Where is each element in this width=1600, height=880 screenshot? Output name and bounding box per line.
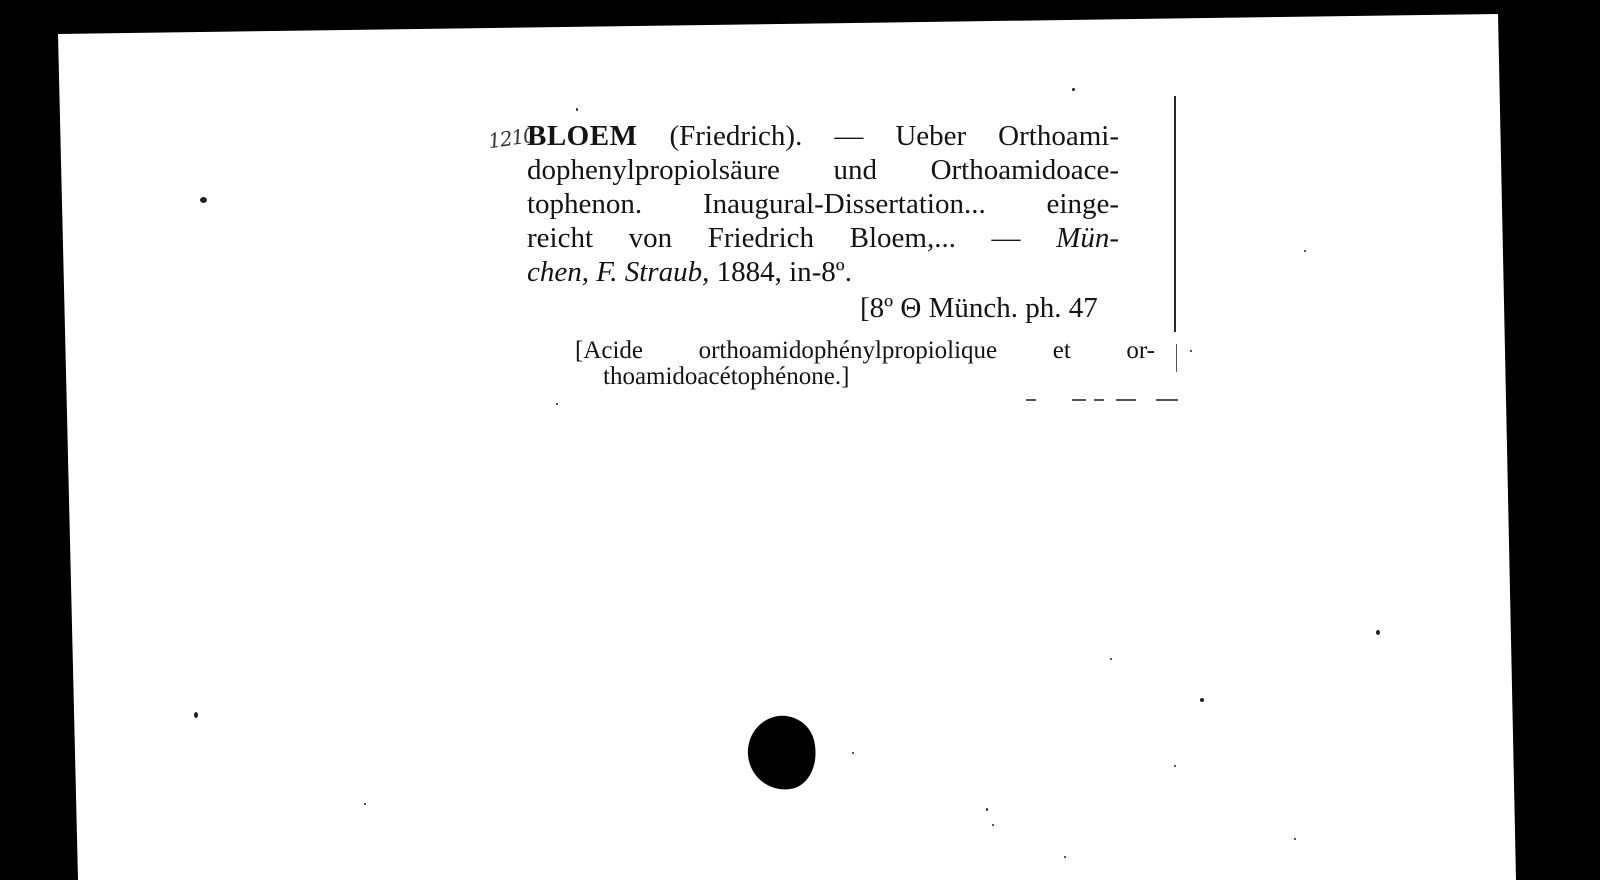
publisher: F. Straub, — [596, 256, 710, 288]
ink-speck — [1064, 856, 1066, 858]
translation-note — [575, 338, 1155, 390]
ink-speck — [194, 712, 198, 718]
dash-mark — [1156, 399, 1178, 401]
ink-speck — [556, 403, 558, 405]
vertical-rule — [1174, 96, 1176, 332]
entry-line-3: tophenon. Inaugural-Dissertation... einge- — [527, 188, 1119, 220]
note-line-1: [Acide orthoamidophénylpropiolique et or- — [575, 337, 1155, 364]
ink-speck — [1200, 698, 1204, 702]
ink-speck — [364, 803, 366, 805]
ink-speck — [1110, 658, 1112, 660]
entry-number: 1210 — [486, 122, 537, 154]
place-part-2: chen, — [527, 256, 589, 288]
dash-mark — [1116, 399, 1136, 401]
shelfmark: [8º Θ Münch. ph. 47 — [860, 292, 1098, 324]
ink-speck — [576, 108, 578, 111]
ink-speck — [992, 824, 994, 826]
entry-line-5 — [527, 256, 1119, 288]
dash-mark — [1026, 399, 1036, 401]
entry-line-1 — [527, 120, 1119, 152]
dash-mark — [1094, 399, 1104, 401]
vertical-rule-lower — [1176, 344, 1177, 372]
ink-speck — [1376, 630, 1380, 635]
ink-speck — [1304, 250, 1306, 252]
place-part-1: Mün- — [1056, 222, 1119, 254]
year-format: 1884, in-8º. — [716, 256, 853, 288]
ink-speck — [1072, 88, 1075, 91]
entry-line-4 — [527, 222, 1119, 254]
ink-speck — [986, 808, 988, 811]
dash-mark — [1072, 399, 1086, 401]
title-start: — Ueber Orthoami- — [834, 120, 1119, 152]
ink-speck — [852, 752, 854, 754]
ink-speck — [1190, 350, 1192, 352]
note-line-2: thoamidoacétophénone.] — [603, 363, 850, 390]
ink-speck — [1294, 838, 1296, 840]
title-end: reicht von Friedrich Bloem,... — — [527, 222, 1057, 254]
author-surname: BLOEM — [527, 120, 638, 152]
ink-speck — [1174, 765, 1176, 767]
ink-speck — [200, 197, 207, 203]
author-given-name: (Friedrich). — [669, 120, 803, 152]
entry-line-2: dophenylpropiolsäure und Orthoamidoace- — [527, 154, 1119, 186]
